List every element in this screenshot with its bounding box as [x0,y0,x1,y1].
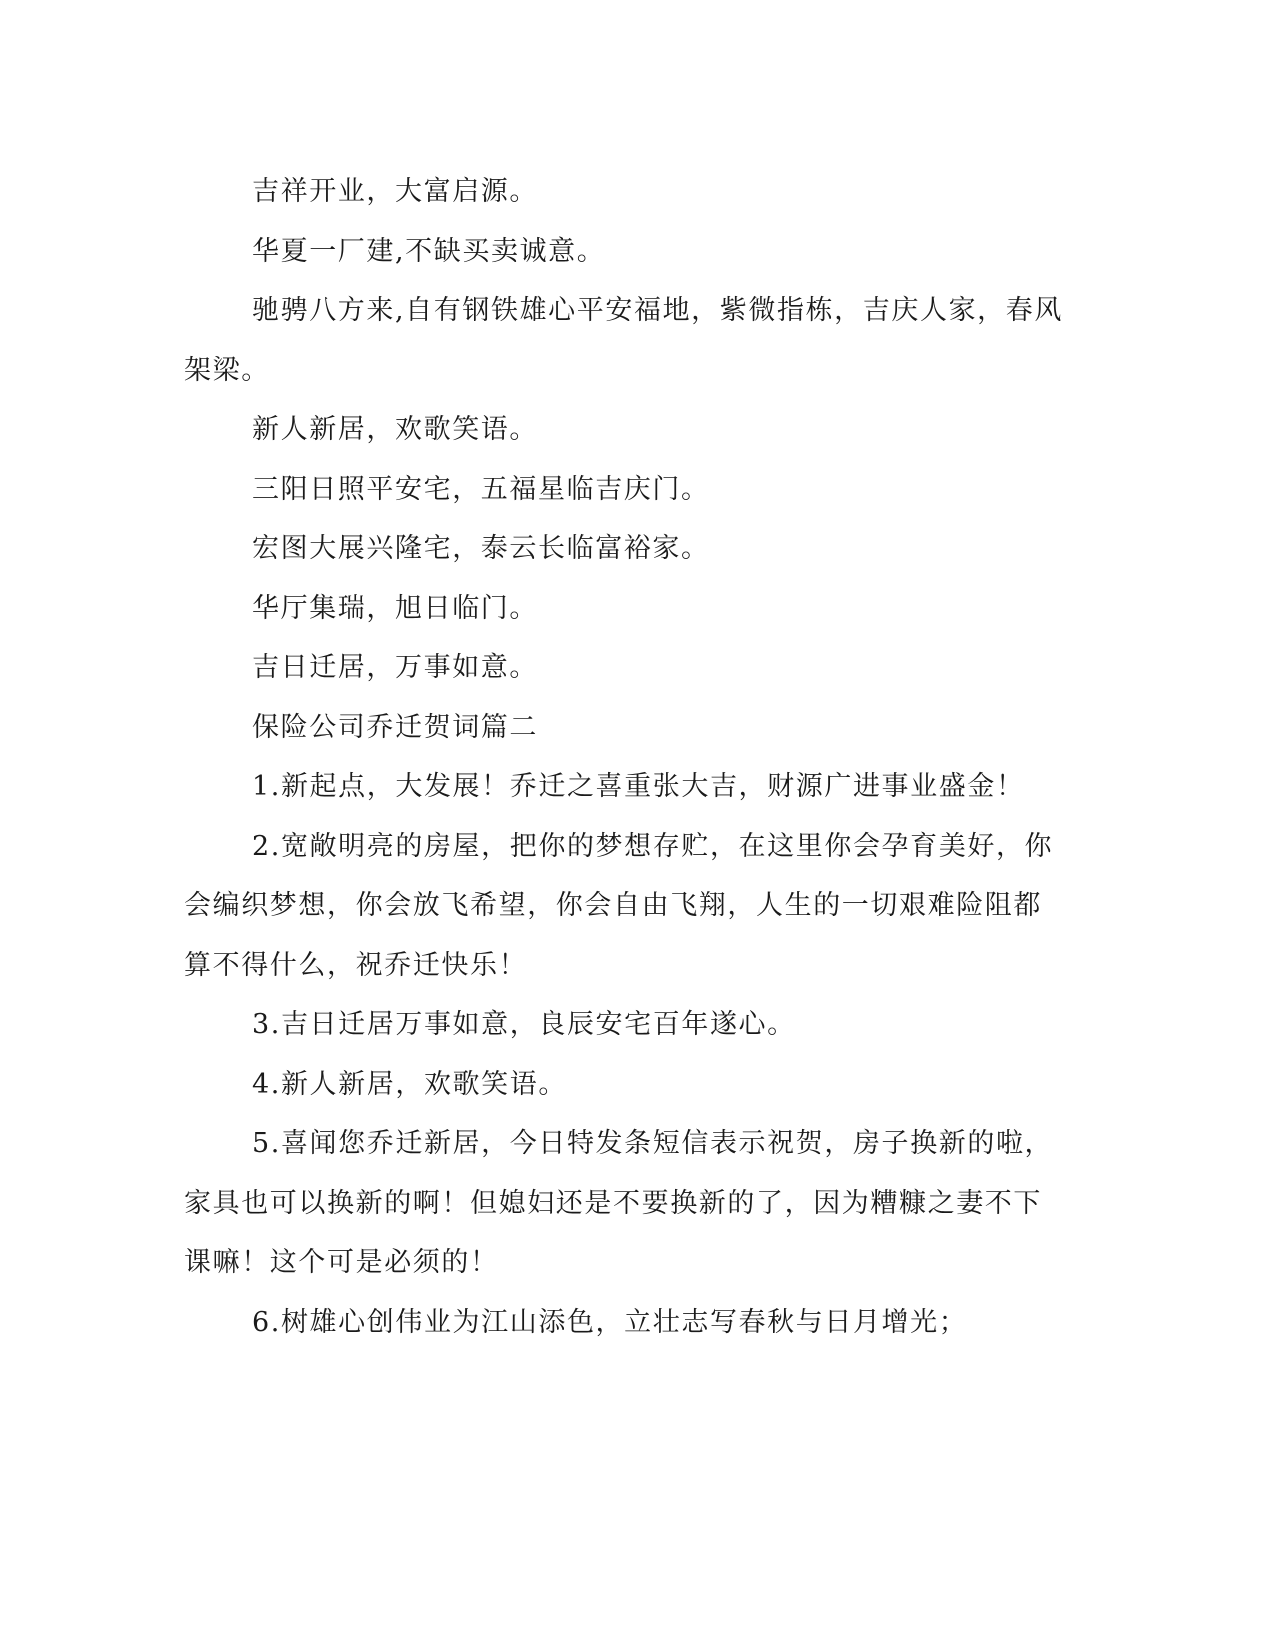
paragraph: 华厅集瑞，旭日临门。 [252,592,538,624]
paragraph: 1.新起点，大发展！乔迁之喜重张大吉，财源广进事业盛金！ [252,771,1025,802]
paragraph: 吉祥开业，大富启源。 [252,176,538,207]
paragraph: 4.新人新居，欢歌笑语。 [252,1068,567,1100]
paragraph: 新人新居，欢歌笑语。 [252,414,538,445]
document-body [184,162,1064,1352]
paragraph: 6.树雄心创伟业为江山添色，立壮志写春秋与日月增光； [252,1306,968,1338]
paragraph: 3.吉日迁居万事如意，良辰安宅百年遂心。 [252,1009,796,1040]
section-heading: 保险公司乔迁贺词篇二 [252,711,538,743]
paragraph: 宏图大展兴隆宅，泰云长临富裕家。 [252,533,710,564]
paragraph: 吉日迁居，万事如意。 [252,652,538,683]
paragraph: 驰骋八方来,自有钢铁雄心平安福地，紫微指栋，吉庆人家，春风架梁。 [184,295,1063,386]
paragraph: 华夏一厂建,不缺买卖诚意。 [252,235,606,267]
paragraph: 5.喜闻您乔迁新居，今日特发条短信表示祝贺，房子换新的啦，家具也可以换新的啊！但媳妇还是不要换新的了，因为糟糠之妻不下课嘛！这个可是必须的！ [184,1128,1054,1278]
paragraph: 2.宽敞明亮的房屋，把你的梦想存贮，在这里你会孕育美好，你会编织梦想，你会放飞希望，你会自由飞翔，人生的一切艰难险阻都算不得什么，祝乔迁快乐！ [184,830,1054,981]
paragraph: 三阳日照平安宅，五福星临吉庆门。 [252,473,710,505]
